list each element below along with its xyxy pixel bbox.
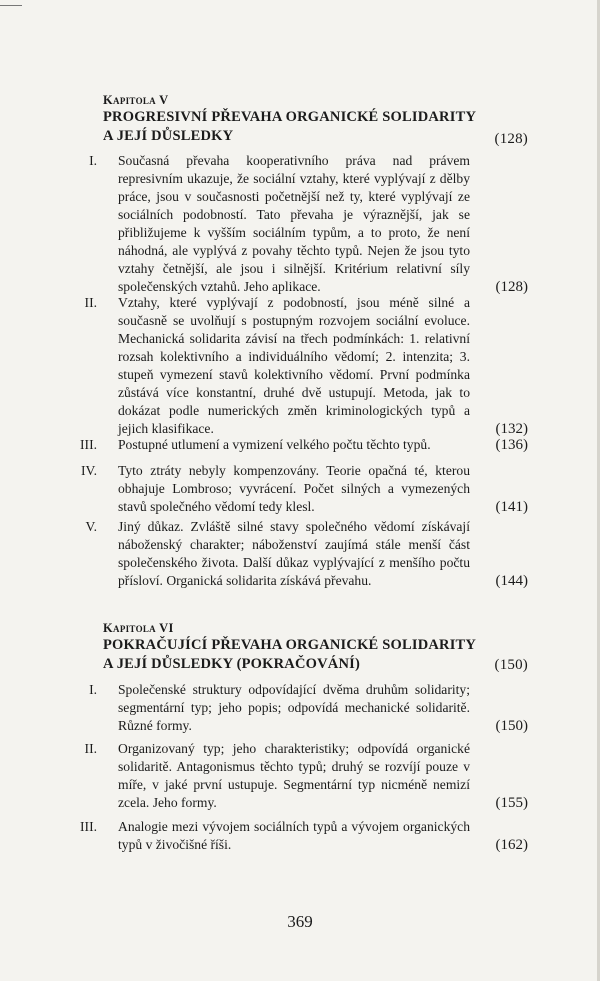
- chapter-page-ref: (128): [494, 131, 528, 147]
- entry-number: V.: [85, 519, 97, 534]
- chapter-v-heading: [103, 92, 528, 146]
- page-number: 369: [287, 912, 313, 931]
- scan-mark: [0, 5, 22, 6]
- toc-entry: [84, 294, 528, 438]
- entry-number: I.: [89, 153, 97, 168]
- toc-entry: [80, 818, 528, 854]
- entry-text: Současná převaha kooperativního práva nad právem represivním ukazuje, že sociální vztahy, které vyplývají z dělby práce, jsou v současnosti početnější než ty, které vyplývají ze sociálních podobností. Tato převaha je výraznější, jak se přibližujeme k vyšším sociálním typům, a to proto, že není náhodná, ale vyplývá z povahy těchto typů. Nejen že jsou tyto vztahy četnější, ale jsou i silnější. Kritérium relativní síly společenských vztahů. Jeho aplikace.: [118, 153, 470, 294]
- chapter-title-text: A JEJÍ DŮSLEDKY (POKRAČOVÁNÍ): [103, 656, 361, 672]
- chapter-title-line2: [103, 655, 528, 674]
- entry-number: I.: [89, 682, 97, 697]
- chapter-title-line2: [103, 127, 528, 146]
- entry-page-ref: (144): [495, 573, 528, 589]
- toc-entry: [84, 740, 528, 812]
- entry-page-ref: (155): [495, 795, 528, 811]
- chapter-title-line1: POKRAČUJÍCÍ PŘEVAHA ORGANICKÉ SOLIDARITY: [103, 637, 477, 653]
- chapter-vi-heading: [103, 620, 528, 674]
- entry-text: Tyto ztráty nebyly kompenzovány. Teorie opačná té, kterou obhajuje Lombroso; vyvrácení. Počet silných a vymezených stavů společného vědomí tedy klesl.: [118, 463, 470, 514]
- entry-number: II.: [84, 295, 97, 310]
- entry-page-ref: (150): [495, 718, 528, 734]
- entry-text: Organizovaný typ; jeho charakteristiky; odpovídá organické solidaritě. Antagonismus těchto typů; druhý se rozvíjí pouze v míře, v jaké první ustupuje. Segmentární typ nicméně nemizí zcela. Jeho formy.: [118, 741, 470, 810]
- chapter-title-line1: PROGRESIVNÍ PŘEVAHA ORGANICKÉ SOLIDARITY: [103, 109, 477, 125]
- toc-entry: [81, 462, 528, 516]
- entry-page-ref: (136): [495, 437, 528, 453]
- chapter-label: Kapitola V: [103, 93, 169, 107]
- entry-number: II.: [84, 741, 97, 756]
- entry-text: Jiný důkaz. Zvláště silné stavy společného vědomí získávají náboženský charakter; náboženství zaujímá stále menší část společenského života. Další důkaz vyplývající z menšího počtu přísloví. Organická solidarita získává převahu.: [118, 519, 470, 588]
- entry-page-ref: (141): [495, 499, 528, 515]
- entry-text: Vztahy, které vyplývají z podobností, jsou méně silné a současně se uvolňují s postupným rozvojem sociální evoluce. Mechanická solidarita závisí na třech podmínkách: 1. relativní rozsah kolektivního a individuálního vědomí; 2. intenzita; 3. stupeň vymezení stavů kolektivního vědomí. První podmínka zůstává více konstantní, druhé dvě ustupují. Metoda, jak to dokázat podle numerických změn kriminologických typů a jejich klasifikace.: [118, 295, 470, 436]
- entry-page-ref: (132): [495, 421, 528, 437]
- chapter-title-text: A JEJÍ DŮSLEDKY: [103, 128, 234, 144]
- chapter-page-ref: (150): [494, 657, 528, 673]
- entry-page-ref: (128): [495, 279, 528, 295]
- entry-text: Postupné utlumení a vymizení velkého počtu těchto typů.: [118, 437, 431, 452]
- toc-entry: [80, 436, 528, 454]
- toc-entry: [89, 152, 528, 296]
- entry-number: IV.: [81, 463, 97, 478]
- entry-number: III.: [80, 437, 97, 452]
- entry-number: III.: [80, 819, 97, 834]
- entry-text: Analogie mezi vývojem sociálních typů a vývojem organických typů v živočišné říši.: [118, 819, 470, 852]
- toc-entry: [85, 518, 528, 590]
- entry-text: Společenské struktury odpovídající dvěma druhům solidarity; segmentární typ; jeho popis; odpovídá mechanické solidaritě. Různé formy.: [118, 682, 470, 733]
- toc-entry: [89, 681, 528, 735]
- chapter-label: Kapitola VI: [103, 621, 174, 635]
- entry-page-ref: (162): [495, 837, 528, 853]
